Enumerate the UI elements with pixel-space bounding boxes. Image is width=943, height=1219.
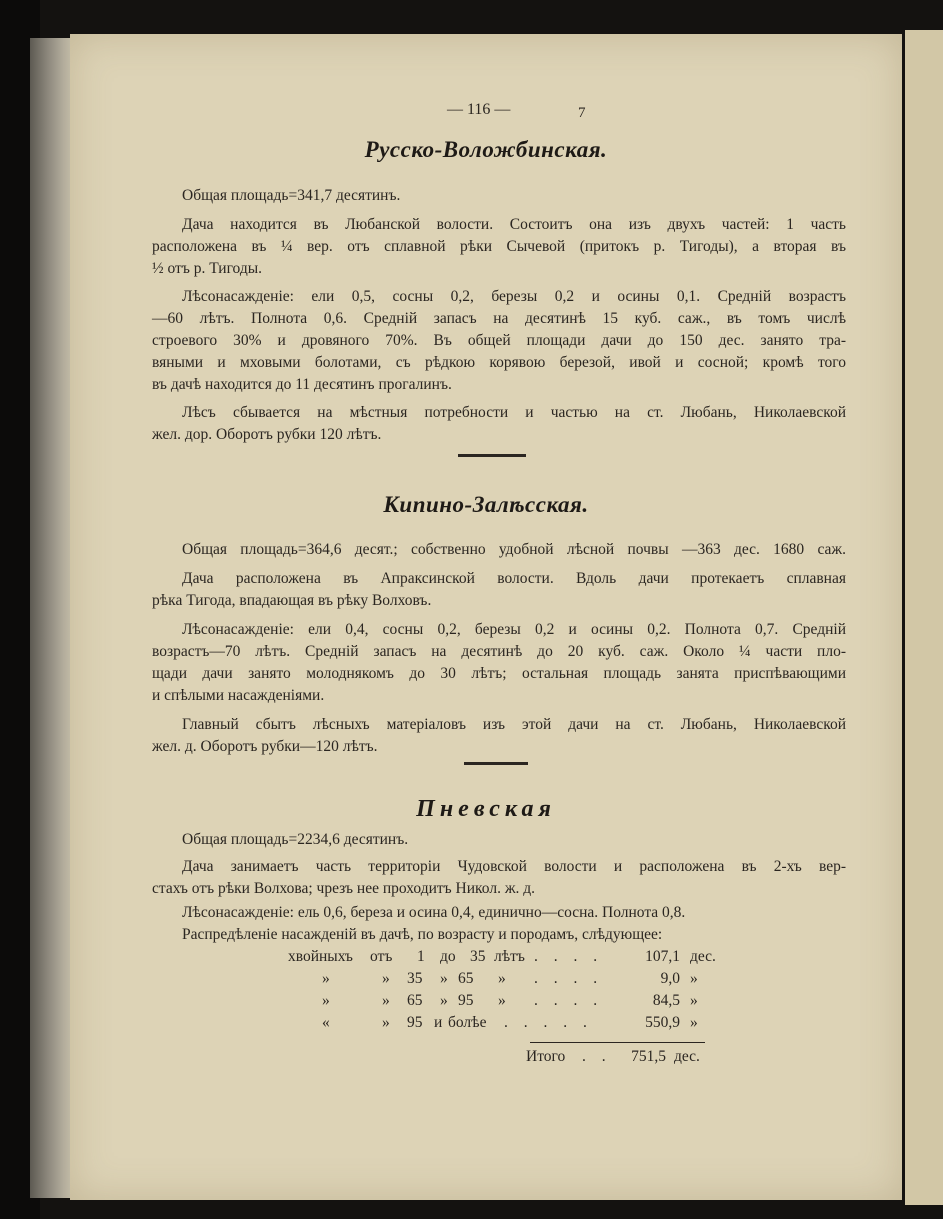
paragraph-line: Лѣсонасажденіе: ели 0,4, сосны 0,2, березы 0,2 и осины 0,2. Полнота 0,7. Средній bbox=[182, 621, 846, 638]
paragraph-line: Общая площадь=2234,6 десятинъ. bbox=[182, 831, 409, 848]
total-unit: дес. bbox=[674, 1048, 700, 1065]
page-mark: 7 bbox=[578, 105, 586, 121]
paragraph-line: вяными и мховыми болотами, съ рѣдкою корявою березой, ивой и сосной; кромѣ того bbox=[152, 354, 846, 371]
age-from: 95 bbox=[407, 1014, 423, 1031]
row-label: » bbox=[322, 970, 330, 987]
paragraph-line: Распредѣленіе насажденій въ дачѣ, по возрасту и породамъ, слѣдующее: bbox=[182, 926, 663, 943]
paragraph-line: и спѣлыми насажденіями. bbox=[152, 687, 325, 704]
age-unit: лѣтъ bbox=[494, 948, 525, 965]
leader-dots: . . . . bbox=[534, 970, 604, 987]
area-value: 550,9 bbox=[645, 1014, 680, 1031]
row-label: хвойныхъ bbox=[288, 948, 353, 965]
paragraph-line: Общая площадь=341,7 десятинъ. bbox=[182, 187, 401, 204]
table-row bbox=[70, 968, 902, 990]
total-rule bbox=[530, 1042, 705, 1043]
table-row bbox=[70, 1012, 902, 1034]
area-unit: » bbox=[690, 970, 698, 987]
ditto-mark: » bbox=[382, 992, 390, 1009]
section-title-3: Пневская bbox=[416, 796, 556, 822]
area-unit: » bbox=[690, 992, 698, 1009]
age-to: 65 bbox=[458, 970, 474, 987]
row-label: » bbox=[322, 992, 330, 1009]
paragraph-line: рѣка Тигода, впадающая въ рѣку Волховъ. bbox=[152, 592, 432, 609]
paragraph-line: Лѣсъ сбывается на мѣстныя потребности и частью на ст. Любань, Николаевской bbox=[182, 404, 846, 421]
book-page bbox=[70, 34, 902, 1200]
row-label: « bbox=[322, 1014, 330, 1031]
to-word: » bbox=[440, 992, 448, 1009]
leader-dots: . . . . bbox=[534, 948, 604, 965]
paragraph-line: —60 лѣтъ. Полнота 0,6. Средній запасъ на десятинѣ 15 куб. саж., въ томъ числѣ bbox=[152, 310, 846, 327]
to-word: и bbox=[434, 1014, 443, 1031]
age-to: болѣе bbox=[448, 1014, 487, 1031]
paragraph-line: Лѣсонасажденіе: ель 0,6, береза и осина 0,4, единично—сосна. Полнота 0,8. bbox=[182, 904, 686, 921]
age-from: 1 bbox=[417, 948, 425, 965]
leader-dots: . . . . bbox=[534, 992, 604, 1009]
ditto-mark: » bbox=[382, 1014, 390, 1031]
paragraph-line: Дача занимаетъ часть территоріи Чудовской волости и расположена въ 2-хъ вер- bbox=[182, 858, 846, 875]
age-from: 35 bbox=[407, 970, 423, 987]
age-unit: » bbox=[498, 992, 506, 1009]
table-row bbox=[70, 946, 902, 968]
paragraph-line: жел. д. Оборотъ рубки—120 лѣтъ. bbox=[152, 738, 378, 755]
facing-page-edge bbox=[905, 30, 943, 1205]
table-row bbox=[70, 990, 902, 1012]
total-label: Итого bbox=[526, 1048, 566, 1065]
from-word: отъ bbox=[370, 948, 393, 965]
section-divider bbox=[458, 454, 526, 457]
paragraph-line: Дача находится въ Любанской волости. Состоитъ она изъ двухъ частей: 1 часть bbox=[182, 216, 846, 233]
to-word: » bbox=[440, 970, 448, 987]
paragraph-line: щади дачи занято молоднякомъ до 30 лѣтъ; остальная площадь занята приспѣвающими bbox=[152, 665, 846, 682]
paragraph-line: Главный сбытъ лѣсныхъ матеріаловъ изъ этой дачи на ст. Любань, Николаевской bbox=[182, 716, 846, 733]
area-unit: дес. bbox=[690, 948, 716, 965]
total-value: 751,5 bbox=[631, 1048, 666, 1065]
area-value: 9,0 bbox=[660, 970, 680, 987]
to-word: до bbox=[440, 948, 456, 965]
paragraph-line: стахъ отъ рѣки Волхова; чрезъ нее проходитъ Никол. ж. д. bbox=[152, 880, 536, 897]
section-title-2: Кипино-Залѣсская. bbox=[383, 492, 589, 517]
paragraph-line: строевого 30% и дровяного 70%. Въ общей площади дачи до 150 дес. занято тра- bbox=[152, 332, 846, 349]
area-unit: » bbox=[690, 1014, 698, 1031]
table-total-row bbox=[70, 1046, 902, 1068]
ditto-mark: » bbox=[382, 970, 390, 987]
leader-dots: . . . . . bbox=[504, 1014, 593, 1031]
area-value: 84,5 bbox=[652, 992, 680, 1009]
paragraph-line: Дача расположена въ Апраксинской волости. Вдоль дачи протекаетъ сплавная bbox=[182, 570, 846, 587]
section-title-1: Русско-Воложбинская. bbox=[364, 137, 608, 162]
paragraph-line: въ дачѣ находится до 11 десятинъ прогалинъ. bbox=[152, 376, 452, 393]
area-value: 107,1 bbox=[645, 948, 680, 965]
paragraph-line: расположена въ ¼ вер. отъ сплавной рѣки Сычевой (притокъ р. Тигоды), а вторая въ bbox=[152, 238, 846, 255]
age-to: 95 bbox=[458, 992, 474, 1009]
age-to: 35 bbox=[470, 948, 486, 965]
paragraph-line: возрастъ—70 лѣтъ. Средній запасъ на десятинѣ до 20 куб. саж. Около ¼ части пло- bbox=[152, 643, 846, 660]
leader-dots: . . bbox=[582, 1048, 612, 1065]
page-number: — 116 — bbox=[447, 101, 511, 118]
age-from: 65 bbox=[407, 992, 423, 1009]
paragraph-line: Лѣсонасажденіе: ели 0,5, сосны 0,2, березы 0,2 и осины 0,1. Средній возрастъ bbox=[182, 288, 846, 305]
section-divider bbox=[464, 762, 528, 765]
paragraph-line: жел. дор. Оборотъ рубки 120 лѣтъ. bbox=[152, 426, 382, 443]
paragraph-line: ½ отъ р. Тигоды. bbox=[152, 260, 263, 277]
age-unit: » bbox=[498, 970, 506, 987]
paragraph-line: Общая площадь=364,6 десят.; собственно удобной лѣсной почвы —363 дес. 1680 саж. bbox=[182, 541, 846, 558]
